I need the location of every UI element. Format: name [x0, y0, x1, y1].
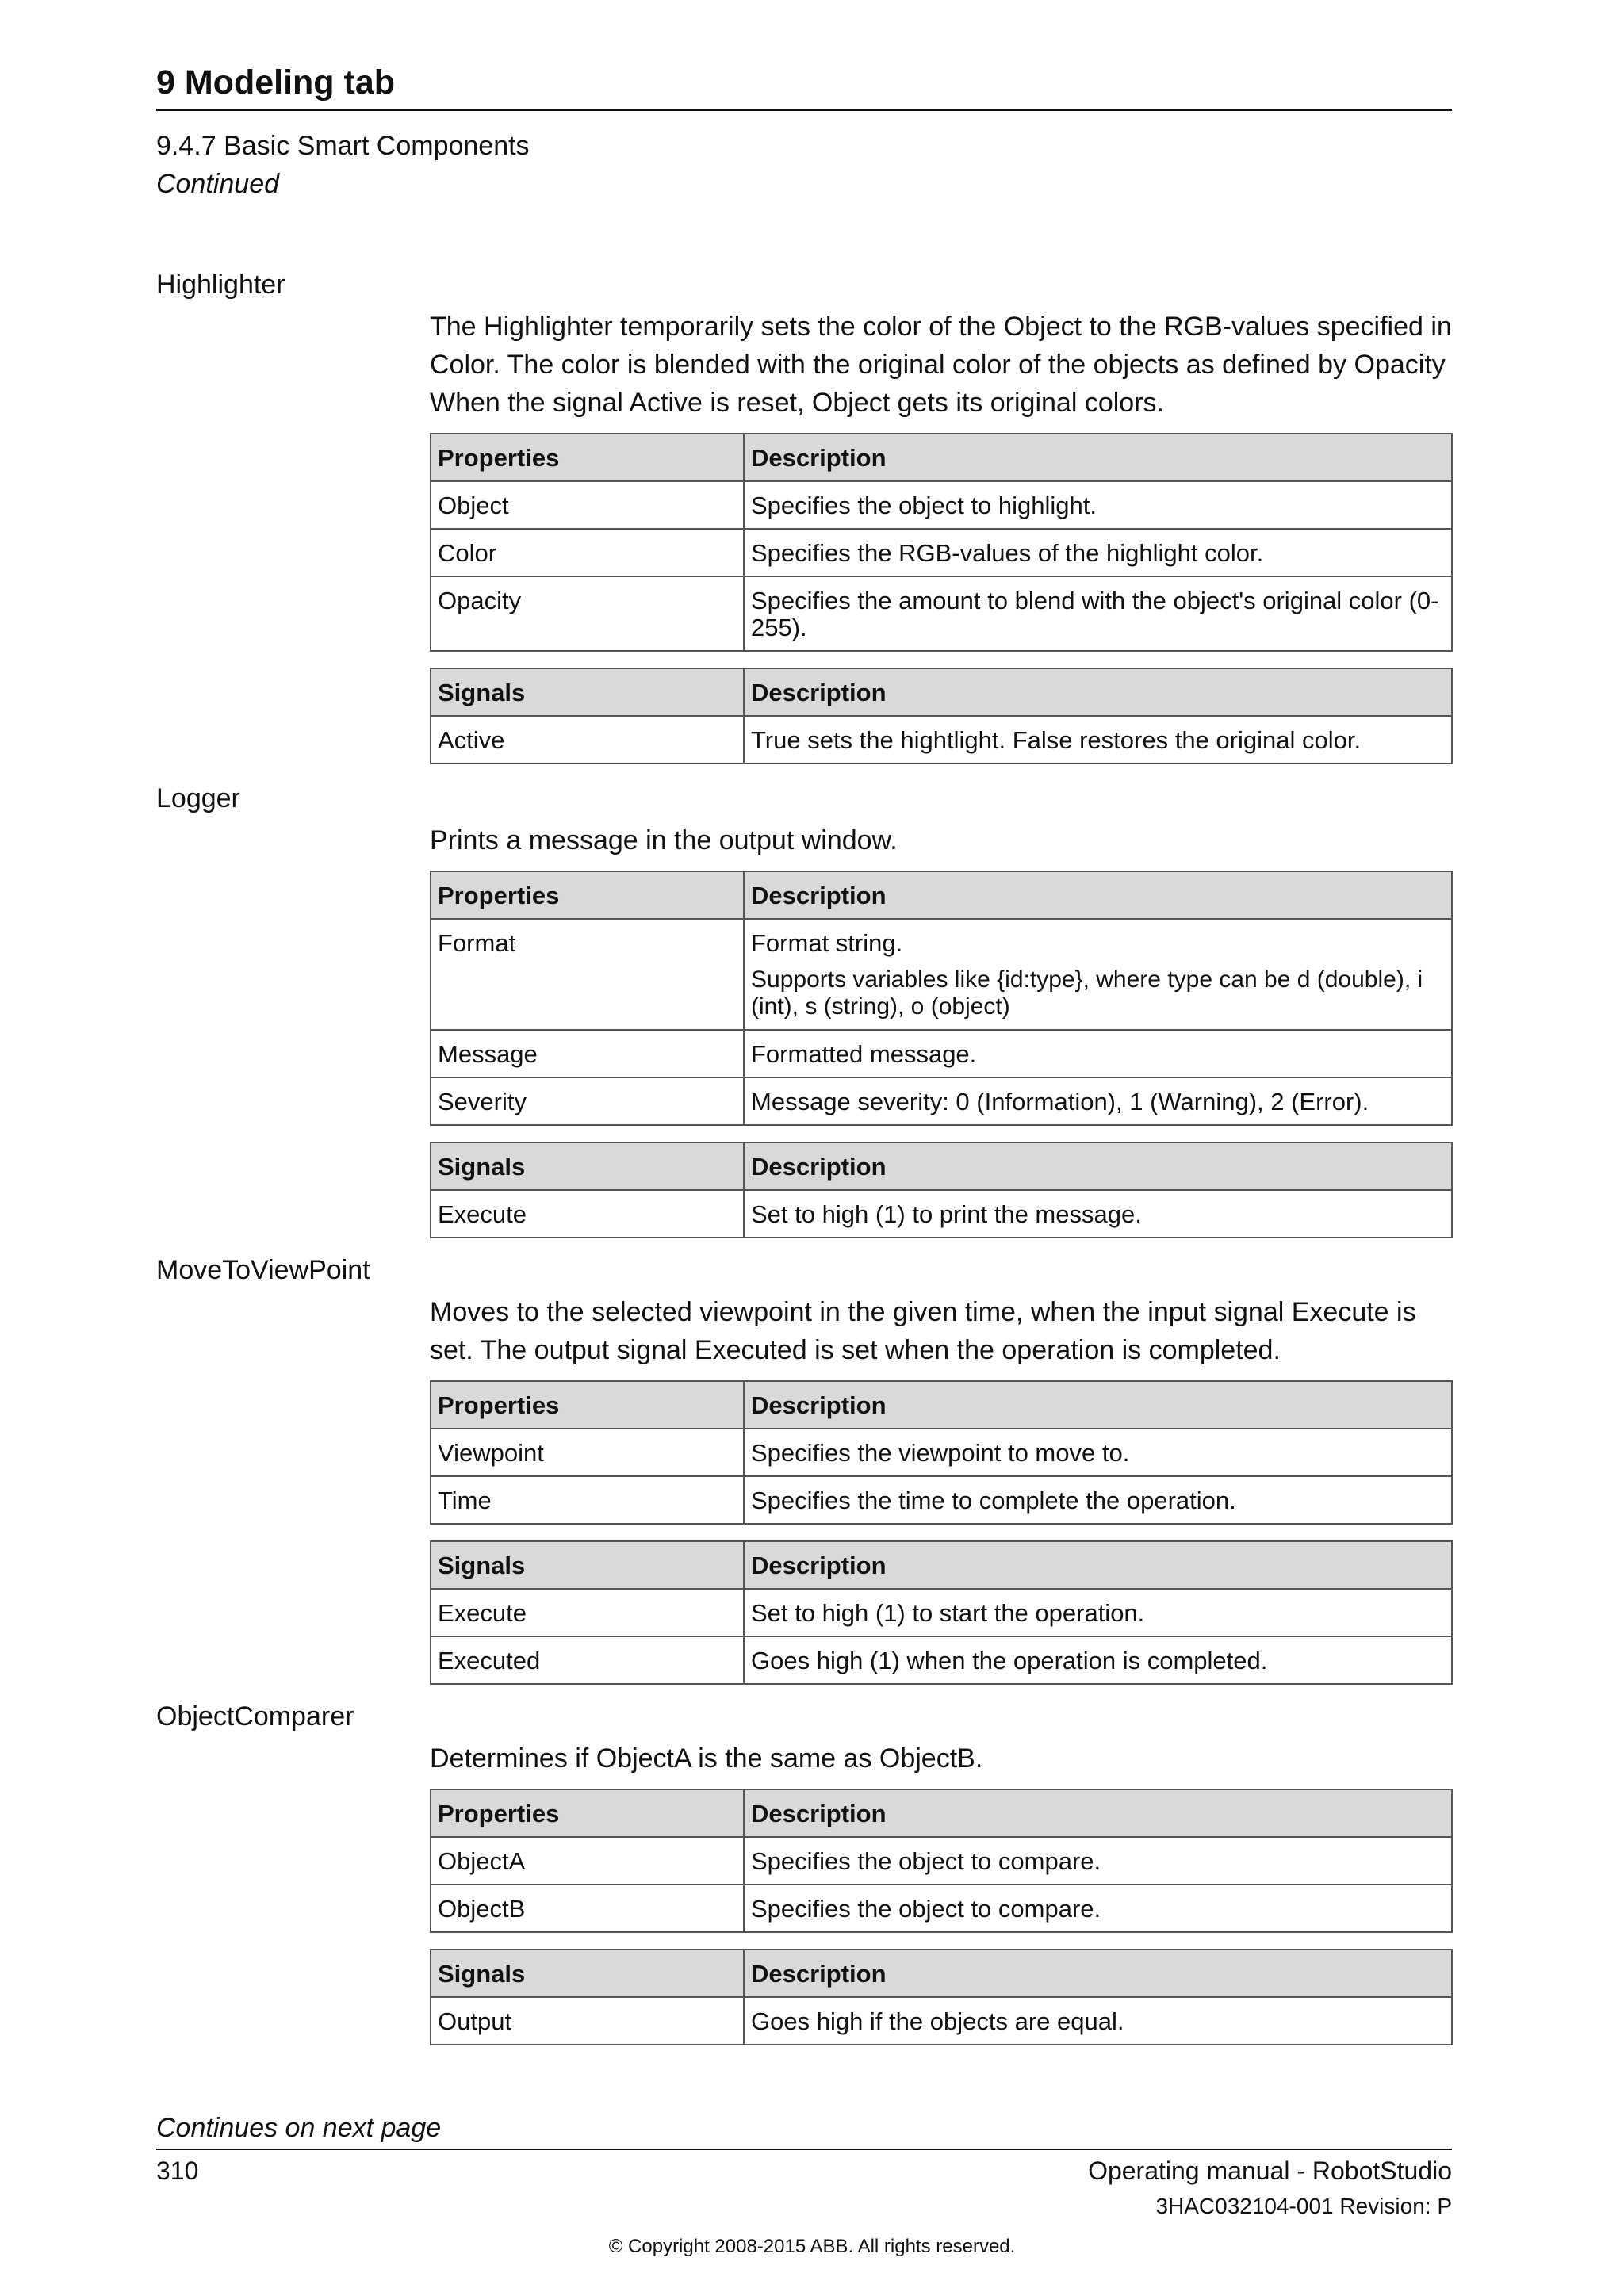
table-cell: ObjectB [431, 1885, 744, 1932]
table-header-cell: Description [744, 668, 1452, 716]
table-header-cell: Properties [431, 434, 744, 481]
table-row [431, 1636, 1452, 1684]
table-cell: Specifies the object to highlight. [744, 481, 1452, 529]
table-header-row [431, 1381, 1452, 1429]
table-header-cell: Description [744, 1789, 1452, 1837]
section-intro: Determines if ObjectA is the same as ObjectB. [430, 1743, 983, 1774]
table-cell: Format [431, 919, 744, 1030]
table-header-cell: Signals [431, 1541, 744, 1589]
manual-title: Operating manual - RobotStudio [1088, 2156, 1452, 2185]
table-row [431, 1997, 1452, 2045]
table-cell: Set to high (1) to print the message. [744, 1190, 1452, 1238]
section-title: Logger [156, 783, 240, 813]
table-cell: Object [431, 481, 744, 529]
cell-sub-text: Supports variables like {id:type}, where type can be d (double), i (int), s (string), o (object) [751, 966, 1423, 1020]
table-header-row [431, 1950, 1452, 1997]
table-cell: Time [431, 1476, 744, 1524]
table-row [431, 1885, 1452, 1932]
table-header-cell: Description [744, 1142, 1452, 1190]
table-row [431, 919, 1452, 1030]
table-cell: ObjectA [431, 1837, 744, 1885]
table-cell: Execute [431, 1190, 744, 1238]
table-row [431, 1030, 1452, 1077]
cell-main-text: Format string. [751, 929, 903, 957]
footer-rule [156, 2149, 1452, 2150]
signals-table [430, 1142, 1453, 1238]
table-cell: Specifies the object to compare. [744, 1885, 1452, 1932]
table-row [431, 1476, 1452, 1524]
table-row [431, 1429, 1452, 1476]
table-header-cell: Properties [431, 1381, 744, 1429]
table-row [431, 1190, 1452, 1238]
table-row [431, 716, 1452, 763]
table-row [431, 1077, 1452, 1125]
continues-note: Continues on next page [156, 2113, 442, 2143]
section-title: Highlighter [156, 270, 285, 300]
section-body [430, 308, 1453, 764]
table-header-row [431, 668, 1452, 716]
table-header-cell: Description [744, 1381, 1452, 1429]
table-cell: Opacity [431, 576, 744, 651]
table-header-cell: Description [744, 1541, 1452, 1589]
footer-row [156, 2156, 1452, 2186]
table-header-cell: Signals [431, 1142, 744, 1190]
table-cell: Goes high if the objects are equal. [744, 1997, 1452, 2045]
table-row [431, 576, 1452, 651]
table-cell: Set to high (1) to start the operation. [744, 1589, 1452, 1636]
table-cell: Color [431, 529, 744, 576]
table-cell: Active [431, 716, 744, 763]
table-header-cell: Description [744, 434, 1452, 481]
table-cell: Message severity: 0 (Information), 1 (Warning), 2 (Error). [744, 1077, 1452, 1125]
page-number: 310 [156, 2156, 199, 2185]
table-cell: Specifies the object to compare. [744, 1837, 1452, 1885]
table-cell: True sets the hightlight. False restores the original color. [744, 716, 1452, 763]
table-cell: Specifies the viewpoint to move to. [744, 1429, 1452, 1476]
table-cell: Goes high (1) when the operation is completed. [744, 1636, 1452, 1684]
table-cell: Specifies the RGB-values of the highlight color. [744, 529, 1452, 576]
table-cell [744, 919, 1452, 1030]
properties-table [430, 871, 1453, 1126]
table-cell: Executed [431, 1636, 744, 1684]
table-cell: Severity [431, 1077, 744, 1125]
table-header-cell: Signals [431, 1950, 744, 1997]
page-footer [156, 2113, 1452, 2219]
table-header-row [431, 1142, 1452, 1190]
chapter-title: 9 Modeling tab [156, 63, 395, 101]
properties-table [430, 433, 1453, 652]
table-header-cell: Properties [431, 871, 744, 919]
table-header-cell: Properties [431, 1789, 744, 1837]
section-header [156, 127, 530, 203]
table-cell: Message [431, 1030, 744, 1077]
table-header-cell: Description [744, 871, 1452, 919]
properties-table [430, 1380, 1453, 1525]
table-header-row [431, 871, 1452, 919]
continued-label: Continued [156, 169, 280, 199]
table-cell: Viewpoint [431, 1429, 744, 1476]
table-row [431, 481, 1452, 529]
page-header [156, 63, 1452, 111]
section-intro: The Highlighter temporarily sets the color of the Object to the RGB-values specified in Color. The color is blended with the original color of the objects as defined by Opacity When the signal Active is reset, Object gets its original colors. [430, 312, 1452, 418]
section-title: ObjectComparer [156, 1701, 354, 1732]
table-cell: Specifies the amount to blend with the object's original color (0-255). [744, 576, 1452, 651]
properties-table [430, 1789, 1453, 1933]
signals-table [430, 1540, 1453, 1685]
signals-table [430, 1949, 1453, 2045]
signals-table [430, 668, 1453, 764]
section-body [430, 821, 1453, 1238]
table-row [431, 529, 1452, 576]
table-row [431, 1589, 1452, 1636]
copyright: © Copyright 2008-2015 ABB. All rights reserved. [608, 2236, 1016, 2257]
table-cell: Specifies the time to complete the operation. [744, 1476, 1452, 1524]
table-header-row [431, 1541, 1452, 1589]
table-header-cell: Description [744, 1950, 1452, 1997]
section-intro: Prints a message in the output window. [430, 825, 898, 855]
header-rule [156, 109, 1452, 111]
table-header-row [431, 434, 1452, 481]
table-row [431, 1837, 1452, 1885]
section-intro: Moves to the selected viewpoint in the given time, when the input signal Execute is set. The output signal Executed is set when the operation is completed. [430, 1297, 1416, 1365]
table-header-row [431, 1789, 1452, 1837]
table-header-cell: Signals [431, 668, 744, 716]
table-cell: Execute [431, 1589, 744, 1636]
table-cell: Formatted message. [744, 1030, 1452, 1077]
section-title: MoveToViewPoint [156, 1255, 370, 1285]
table-cell: Output [431, 1997, 744, 2045]
document-id: 3HAC032104-001 Revision: P [1155, 2194, 1452, 2218]
section-body [430, 1293, 1453, 1685]
section-number-title: 9.4.7 Basic Smart Components [156, 131, 530, 161]
section-body [430, 1739, 1453, 2045]
